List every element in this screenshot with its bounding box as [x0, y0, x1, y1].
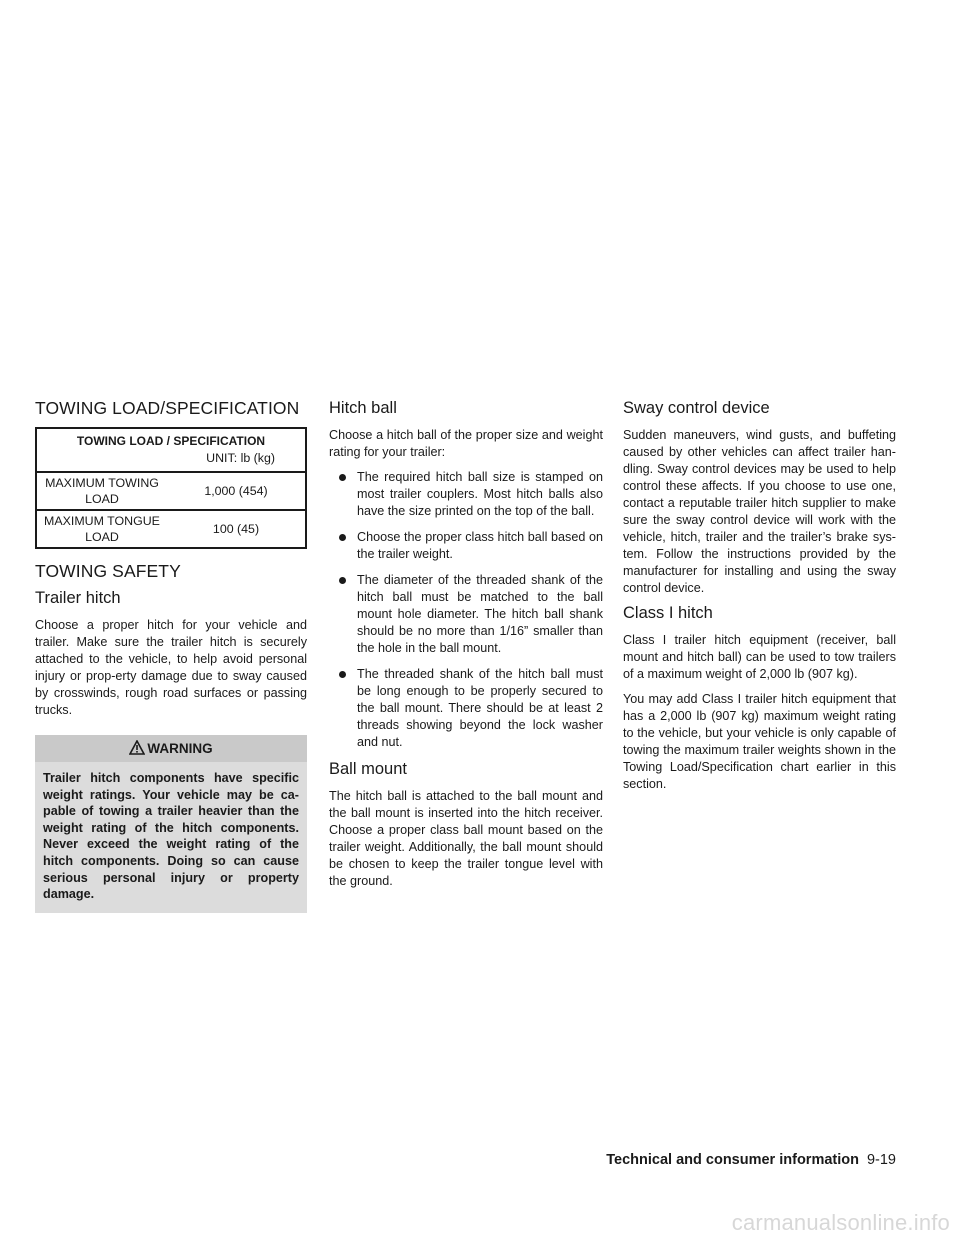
warning-box [35, 735, 307, 913]
warning-text: Trailer hitch components have specific weight ratings. Your vehicle may be ca-pable of towing a trailer heavier than the weight rating of the hitch components. Never exceed the weight rating of the hitch components. Doing so can cause serious personal injury or property damage. [43, 771, 299, 902]
row-label [36, 472, 167, 510]
column-left [35, 400, 307, 913]
list-item [329, 572, 603, 657]
bullet-icon [339, 577, 346, 584]
table-unit: UNIT: lb (kg) [206, 451, 275, 465]
row-label-line2: LOAD [85, 530, 119, 544]
list-item-text: The threaded shank of the hitch ball must be long enough to be properly secured to the ball mount. There should be at least 2 threads showing beyond the lock washer and nut. [357, 667, 603, 749]
bullet-icon [339, 534, 346, 541]
watermark: carmanualsonline.info [731, 1210, 950, 1235]
row-label [36, 510, 167, 548]
paragraph: Class I trailer hitch equipment (receiver, ball mount and hitch ball) can be used to tow trailers of a maximum weight of 2,000 lb (907 kg). [623, 633, 896, 681]
warning-title: WARNING [147, 741, 213, 756]
section-heading-towing-safety: TOWING SAFETY [35, 561, 181, 581]
section-heading-towing-load: TOWING LOAD/SPECIFICATION [35, 398, 300, 418]
row-label-line2: LOAD [85, 492, 119, 506]
paragraph: Choose a proper hitch for your vehicle and trailer. Make sure the trailer hitch is securely attached to the vehicle, to help avoid personal injury or prop-erty damage due to sway caused by crosswinds, rough road surfaces or passing trucks. [35, 618, 307, 717]
paragraph: Choose a hitch ball of the proper size and weight rating for your trailer: [329, 428, 603, 459]
warning-triangle-icon [129, 737, 145, 764]
table-row [36, 472, 306, 510]
bullet-list [329, 469, 603, 751]
bullet-icon [339, 671, 346, 678]
paragraph: You may add Class I trailer hitch equipment that has a 2,000 lb (907 kg) maximum weight rating to the vehicle, but your vehicle is only capable of towing the maximum trailer weights shown in the Towing Load/Specification chart earlier in this section. [623, 692, 896, 791]
paragraph: Sudden maneuvers, wind gusts, and buffeting caused by other vehicles can affect trailer han-dling. Sway control devices may be used to help control these affects. If you choose to use one, contact a reputable trailer hitch supplier to make sure the sway control device will work with the vehicle, hitch, trailer and the trailer’s brake sys-tem. Follow the instructions provided by the manufacturer for installing and using the sway control device. [623, 428, 896, 595]
list-item-text: The required hitch ball size is stamped on most trailer couplers. Most hitch balls also have the size printed on the top of the ball. [357, 470, 603, 518]
subheading-trailer-hitch: Trailer hitch [35, 589, 121, 607]
subheading-sway-control: Sway control device [623, 399, 770, 417]
list-item [329, 666, 603, 751]
subheading-ball-mount: Ball mount [329, 760, 407, 778]
warning-header [35, 735, 307, 762]
table-row [36, 510, 306, 548]
table-title: TOWING LOAD / SPECIFICATION [76, 434, 266, 448]
list-item [329, 529, 603, 563]
paragraph: The hitch ball is attached to the ball mount and the ball mount is inserted into the hitch receiver. Choose a proper class ball mount based on the trailer weight. Additionally, the ball mount should be chosen to keep the trailer tongue level with the ground. [329, 789, 603, 888]
towing-spec-table [35, 427, 307, 549]
row-label-line1: MAXIMUM TOWING [45, 476, 159, 490]
footer-section-title: Technical and consumer information [606, 1152, 859, 1168]
list-item-text: The diameter of the threaded shank of the hitch ball must be matched to the ball mount hole diameter. The hitch ball shank should be no more than 1/16” smaller than the hole in the ball mount. [357, 573, 603, 655]
list-item [329, 469, 603, 520]
bullet-icon [339, 474, 346, 481]
subheading-hitch-ball: Hitch ball [329, 399, 397, 417]
row-label-line1: MAXIMUM TONGUE [44, 514, 160, 528]
column-right [623, 400, 896, 801]
row-value: 1,000 (454) [167, 472, 306, 510]
list-item-text: Choose the proper class hitch ball based on the trailer weight. [357, 530, 603, 561]
page-number: 9-19 [866, 1152, 896, 1168]
row-value: 100 (45) [167, 510, 306, 548]
page-footer [606, 1152, 896, 1168]
subheading-class-i-hitch: Class I hitch [623, 604, 713, 622]
column-middle [329, 400, 603, 898]
